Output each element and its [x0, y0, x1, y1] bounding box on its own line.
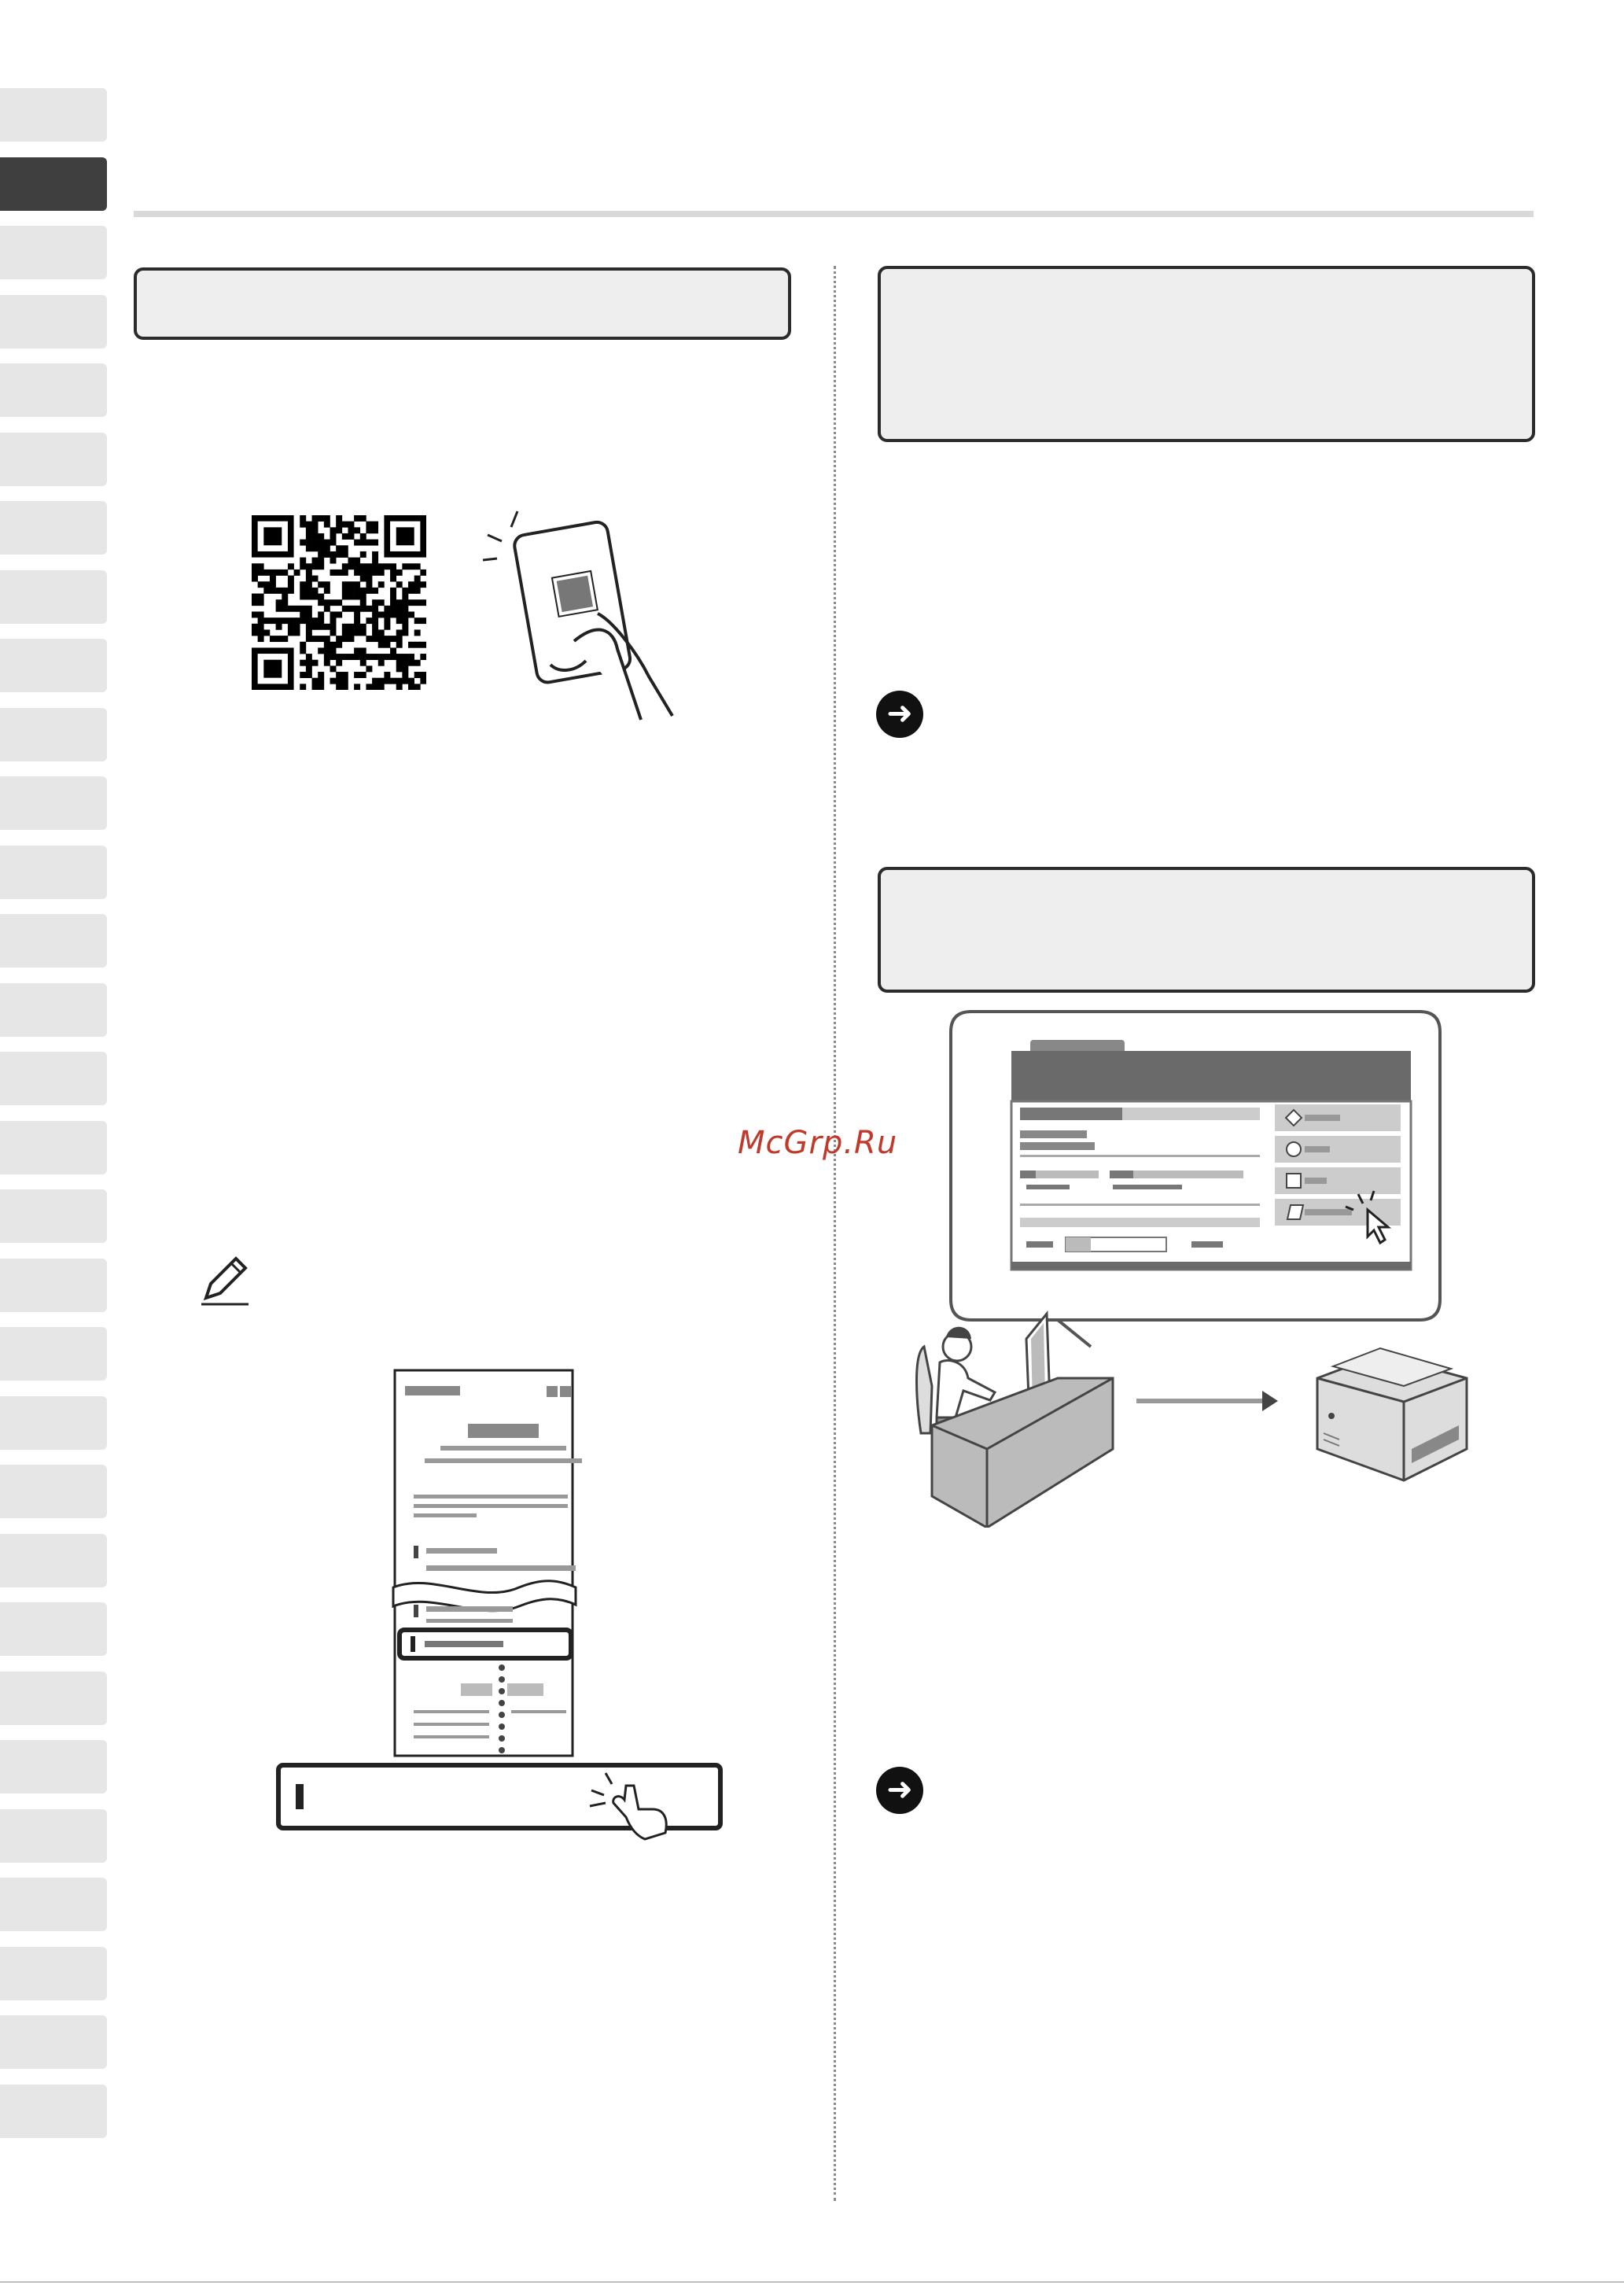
remote-ui-illustration	[908, 1008, 1522, 1528]
language-tab	[0, 1947, 107, 2000]
column-divider	[834, 266, 836, 2201]
section-header-left	[134, 267, 791, 340]
language-tab	[0, 1809, 107, 1863]
language-tab	[0, 1465, 107, 1518]
arrow-right-circle-icon: ➜	[876, 691, 923, 738]
language-tab	[0, 363, 107, 417]
language-tab	[0, 776, 107, 830]
qr-code-icon	[252, 515, 426, 690]
section-header-right-top	[878, 266, 1535, 442]
language-tab	[0, 433, 107, 486]
arrow-right-circle-icon: ➜	[876, 1767, 923, 1814]
language-tab	[0, 1121, 107, 1174]
language-tab	[0, 570, 107, 624]
language-tab	[0, 1396, 107, 1450]
language-tab	[0, 2085, 107, 2138]
language-tab	[0, 1052, 107, 1105]
language-tab	[0, 846, 107, 899]
language-tab	[0, 1672, 107, 1725]
language-tab	[0, 708, 107, 761]
language-tab	[0, 501, 107, 555]
language-tab	[0, 295, 107, 348]
language-tab	[0, 1602, 107, 1656]
footer-rule	[0, 2281, 1624, 2283]
language-tab	[0, 1878, 107, 1931]
language-tab	[0, 914, 107, 968]
language-tab	[0, 226, 107, 279]
language-tab	[0, 2015, 107, 2069]
language-tab	[0, 1259, 107, 1312]
language-tab	[0, 1189, 107, 1243]
language-tab	[0, 1740, 107, 1793]
language-tab	[0, 88, 107, 142]
language-tab	[0, 1327, 107, 1381]
language-tab	[0, 157, 107, 211]
smartphone-scan-illustration	[480, 503, 676, 724]
printed-report-illustration	[275, 1369, 731, 1841]
section-header-right-bottom	[878, 867, 1535, 993]
header-rule	[134, 211, 1534, 217]
pencil-icon	[197, 1252, 253, 1309]
language-tab	[0, 639, 107, 692]
language-tab	[0, 1534, 107, 1587]
language-tab	[0, 983, 107, 1037]
watermark: McGrp.Ru	[738, 1125, 898, 1161]
